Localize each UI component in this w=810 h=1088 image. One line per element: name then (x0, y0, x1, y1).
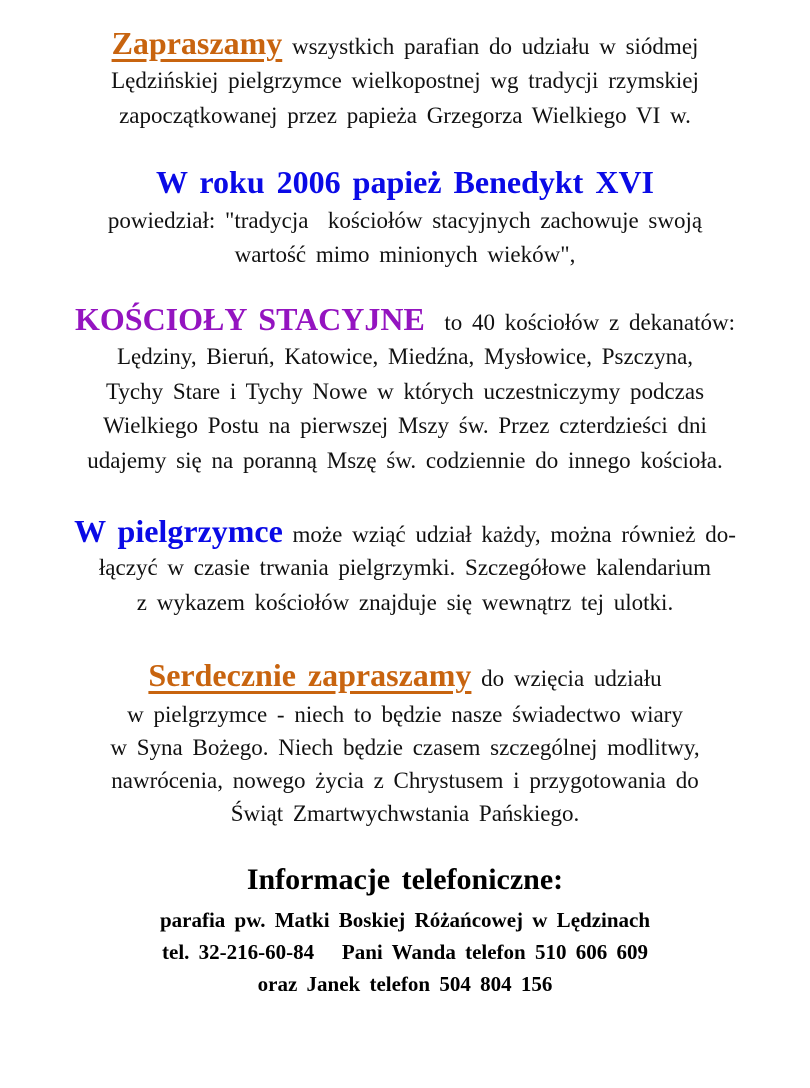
cordial-line-5: Świąt Zmartwychwstania Pańskiego. (230, 801, 580, 826)
station-line-1 (0, 300, 810, 342)
cordial-text: do wzięcia udziału (471, 666, 662, 691)
station-line-2: Lędziny, Bieruń, Katowice, Miedźna, Mysłowice, Pszczyna, (116, 344, 694, 369)
cordial-highlight: Serdecznie zapraszamy (148, 657, 472, 693)
pilgrimage-line-1 (0, 512, 810, 554)
station-highlight: KOŚCIOŁY STACYJNE (74, 301, 425, 337)
contact-phones-2: oraz Janek telefon 504 804 156 (257, 972, 553, 996)
contact-parish: parafia pw. Matki Boskiej Różańcowej w Lędzinach (159, 908, 651, 932)
pilgrimage-highlight: W pielgrzymce (74, 513, 283, 549)
pope-heading: W roku 2006 papież Benedykt XVI (156, 164, 654, 200)
station-line-4: Wielkiego Postu na pierwszej Mszy św. Przez czterdzieści dni (103, 413, 707, 438)
pope-quote-line-2: wartość mimo minionych wieków", (234, 242, 576, 267)
contact-title: Informacje telefoniczne: (246, 863, 564, 896)
invitation-line-2: Lędzińskiej pielgrzymce wielkopostnej wg tradycji rzymskiej (111, 68, 699, 93)
station-line-3: Tychy Stare i Tychy Nowe w których uczestniczymy podczas (105, 379, 705, 404)
pilgrimage-line-2: łączyć w czasie trwania pielgrzymki. Szczegółowe kalendarium (98, 555, 712, 580)
station-line-5: udajemy się na poranną Mszę św. codziennie do innego kościoła. (87, 448, 723, 473)
cordial-line-2: w pielgrzymce - niech to będzie nasze świadectwo wiary (127, 702, 683, 727)
pilgrimage-text: może wziąć udział każdy, można również do- (282, 522, 736, 547)
invitation-text: wszystkich parafian do udziału w siódmej (282, 34, 699, 59)
cordial-line-3: w Syna Bożego. Niech będzie czasem szczególnej modlitwy, (110, 735, 700, 760)
pilgrimage-line-3: z wykazem kościołów znajduje się wewnątrz tej ulotki. (136, 590, 674, 615)
invitation-line-3: zapoczątkowanej przez papieża Grzegorza Wielkiego VI w. (119, 103, 691, 128)
invitation-line-1 (0, 25, 810, 62)
station-text: to 40 kościołów z dekanatów: (424, 310, 735, 335)
pope-quote-line-1: powiedział: "tradycja kościołów stacyjnych zachowuje swoją (107, 208, 703, 233)
cordial-line-4: nawrócenia, nowego życia z Chrystusem i przygotowania do (111, 768, 699, 793)
invitation-highlight: Zapraszamy (111, 25, 283, 61)
cordial-line-1 (0, 656, 810, 698)
contact-phones-1: tel. 32-216-60-84 Pani Wanda telefon 510 606 609 (162, 940, 648, 964)
